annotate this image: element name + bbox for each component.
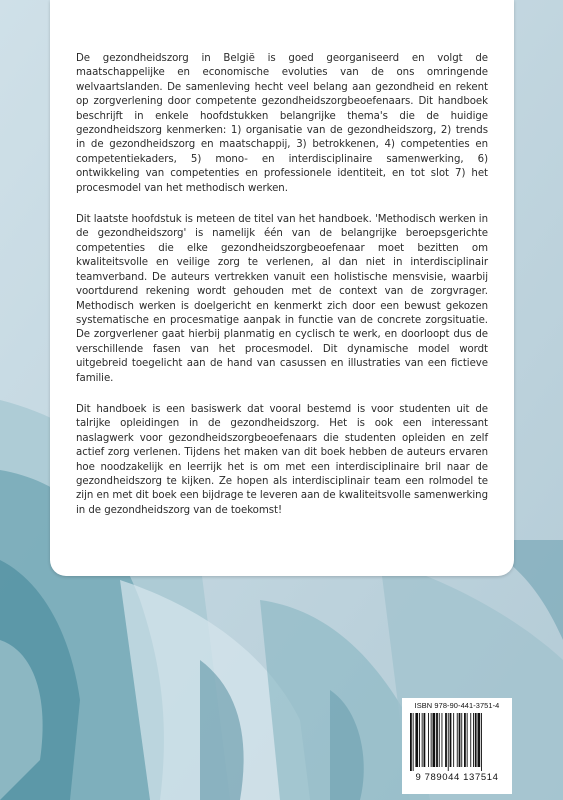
isbn-label: ISBN 978-90-441-3751-4 — [414, 701, 500, 710]
barcode-bar — [473, 713, 474, 767]
barcode-bar — [459, 713, 461, 767]
barcode-bar — [461, 713, 462, 767]
barcode-bar — [415, 713, 418, 767]
barcode-bar — [478, 713, 481, 767]
barcode-bar — [481, 713, 482, 771]
barcode-bar — [445, 713, 447, 767]
blurb-paragraph-1: De gezondheidszorg in België is goed georganiseerd en volgt de maatschappelijke en economische evoluties van de ons omringende welvaartslanden. De samenleving hecht veel belang aan gezondheid en rekent op zorgverlening door competente gezondheidszorgbeoefenaars. Dit handboek beschrijft in enkele hoofdstukken belangrijke thema's die de huidige gezondheidszorg kenmerken: 1) organisatie van de gezondheidszorg, 2) trends in de gezondheidszorg en maatschappij, 3) betrokkenen, 4) competenties en competentiekaders, 5) mono- en interdisciplinaire samenwerking, 6) ontwikkeling van competenties en professionele identiteit, en tot slot 7) het procesmodel van het methodisch werken. — [76, 53, 488, 194]
barcode-bar — [433, 713, 436, 767]
barcode-bar — [413, 713, 414, 771]
barcode-bar — [475, 713, 477, 767]
barcode-bar — [428, 713, 429, 767]
barcode-bar — [457, 713, 458, 767]
barcode-bar — [453, 713, 454, 767]
barcode-bar — [419, 713, 420, 767]
barcode-bar — [442, 713, 443, 767]
barcode-bar — [464, 713, 466, 767]
barcode-bar — [436, 713, 438, 767]
barcode-bar — [467, 713, 468, 767]
barcode-bar — [439, 713, 440, 767]
barcode-bar — [450, 713, 452, 767]
isbn-barcode — [402, 698, 512, 794]
barcode-bar — [424, 713, 426, 767]
barcode-bar — [410, 713, 412, 771]
blurb-paragraph-2: Dit laatste hoofdstuk is meteen de titel van het handboek. 'Methodisch werken in de gezondheidszorg' is namelijk één van de belangrijke beroepsgerichte competenties die elke gezondheidszorgbeoefenaar moet bezitten om kwaliteitsvolle en veilige zorg te verlenen, al dan niet in interdisciplinair teamverband. De auteurs vertrekken vanuit een holistische mensvisie, waarbij voortdurend rekening wordt gehouden met de context van de zorgvrager. Methodisch werken is doelgericht en kenmerkt zich door een bewust gekozen systematische en procesmatige aanpak in functie van de concrete zorgsituatie. De zorgverlener gaat hierbij planmatig en cyclisch te werk, en doorloopt dus de verschillende fasen van het procesmodel. Dit dynamische model wordt uitgebreid toegelicht aan de hand van casussen en illustraties van een fictieve familie. — [76, 214, 488, 384]
barcode-bar — [431, 713, 432, 767]
blurb-paragraph-3: Dit handboek is een basiswerk dat vooral bestemd is voor studenten uit de talrijke opleidingen in de gezondheidszorg. Het is ook een interessant naslagwerk voor gezondheidszorgbeoefenaars die studenten opleiden en zelf actief zorg verlenen. Tijdens het maken van dit boek hebben de auteurs ervaren hoe noodzakelijk en leerrijk het is om met een interdisciplinaire bril naar de gezondheidszorg te kijken. Ze hopen als interdisciplinair team een rolmodel te zijn en met dit boek een bijdrage te leveren aan de kwaliteitsvolle samenwerking in de gezondheidszorg van de toekomst! — [76, 403, 488, 516]
barcode-bar — [470, 713, 471, 767]
barcode-bar — [422, 713, 423, 767]
blurb-panel — [50, 0, 514, 576]
ean-digits: 9 789044 137514 — [415, 772, 499, 783]
barcode-bar — [448, 713, 449, 771]
barcode-bars — [409, 713, 505, 771]
